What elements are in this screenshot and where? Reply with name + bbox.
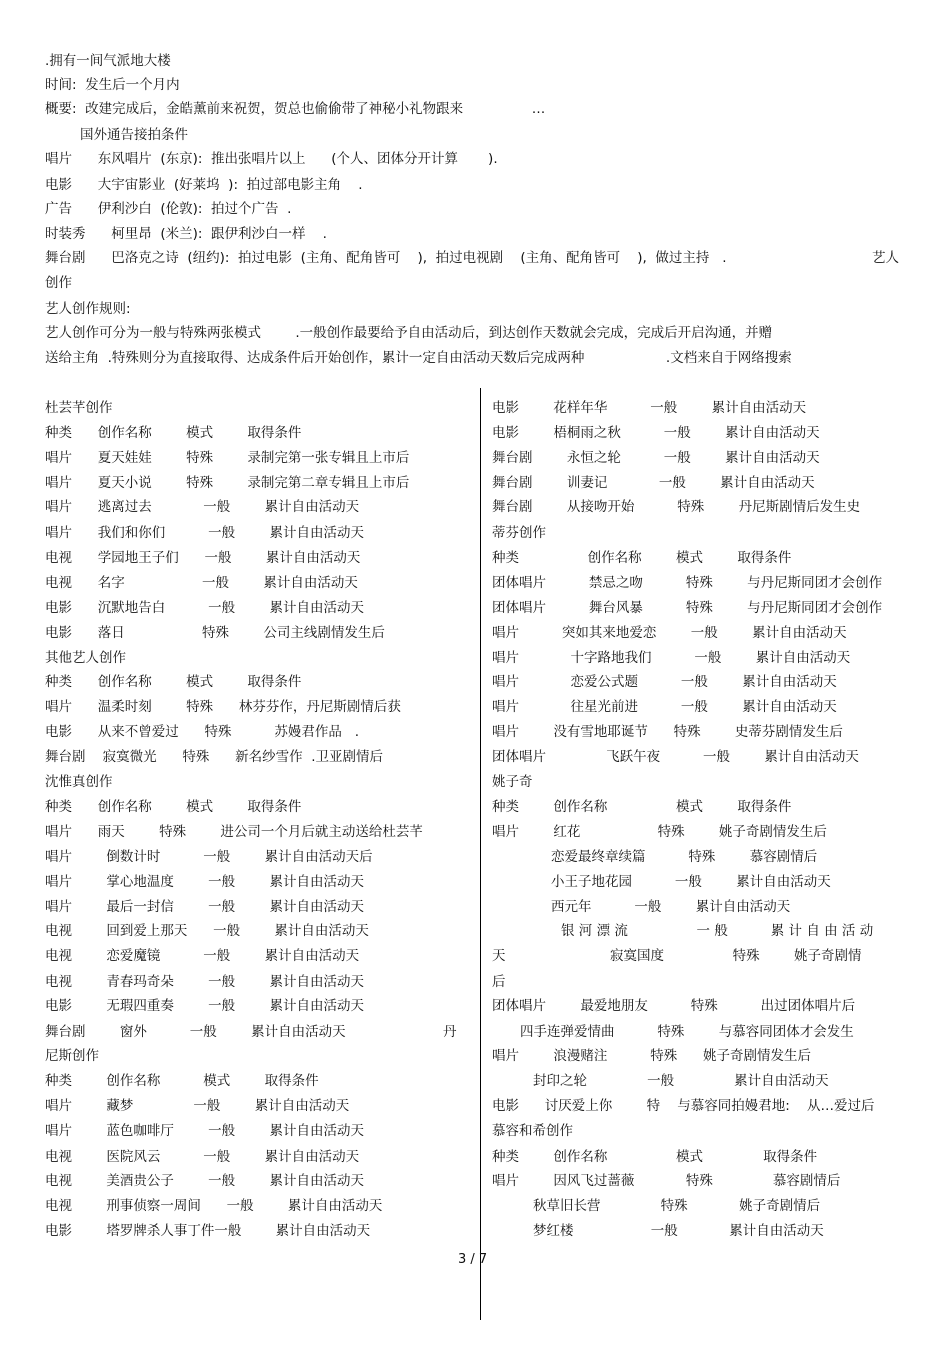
left-text-line: 杜芸芊创作: [45, 400, 113, 416]
right-text-line: 寂寞国度 特殊 姚子奇剧情: [610, 948, 862, 964]
top-text-line: 艺人: [872, 250, 899, 266]
left-text-line: 唱片 我们和你们 一般 累计自由活动天: [45, 525, 364, 541]
left-text-line: 唱片 逃离过去 一般 累计自由活动天: [45, 499, 360, 515]
left-text-line: 种类 创作名称 模式 取得条件: [45, 425, 302, 441]
left-text-line: 电视 学园地王子们 一般 累计自由活动天: [45, 550, 361, 566]
column-divider: [480, 388, 481, 1320]
left-text-line: 电视 名字 一般 累计自由活动天: [45, 575, 358, 591]
top-text-line: 送给主角 .特殊则分为直接取得、达成条件后开始创作，累计一定自由活动天数后完成两种 .文档来自于网络搜索: [45, 350, 792, 366]
right-text-line: 种类 创作名称 模式 取得条件: [492, 1149, 818, 1165]
right-text-line: 唱片 浪漫赌注 特殊 姚子奇剧情发生后: [492, 1048, 811, 1064]
right-text-line: 团体唱片 飞跃午夜 一般 累计自由活动天: [492, 749, 859, 765]
left-text-line: 唱片 夏天小说 特殊 录制完第二章专辑且上市后: [45, 475, 410, 491]
left-text-line: 电视 美酒贵公子 一般 累计自由活动天: [45, 1173, 364, 1189]
right-text-line: 电影 讨厌爱上你 特 与慕容同拍嫚君地: 从…爱过后: [492, 1098, 875, 1114]
left-text-line: 舞台剧 窗外 一般 累计自由活动天: [45, 1024, 346, 1040]
right-text-line: 银 河 漂 流 一 般 累 计 自 由 活 动: [561, 923, 874, 939]
left-text-line: 唱片 温柔时刻 特殊 林芬芬作，丹尼斯剧情后获: [45, 699, 401, 715]
left-text-line: 电视 刑事侦察一周间 一般 累计自由活动天: [45, 1198, 383, 1214]
left-text-line: 电影 无瑕四重奏 一般 累计自由活动天: [45, 998, 364, 1014]
left-text-line: 电视 回到爱上那天 一般 累计自由活动天: [45, 923, 369, 939]
left-text-line: 电影 从来不曾爱过 特殊 苏嫚君作品 .: [45, 724, 360, 740]
right-text-line: 四手连弹爱情曲 特殊 与慕容同团体才会发生: [520, 1024, 854, 1040]
right-text-line: 唱片 十字路地我们 一般 累计自由活动天: [492, 650, 851, 666]
right-text-line: 唱片 红花 特殊 姚子奇剧情发生后: [492, 824, 827, 840]
left-text-line: 电视 青春玛奇朵 一般 累计自由活动天: [45, 974, 364, 990]
page-number: 3 / 7: [458, 1252, 488, 1267]
right-text-line: 唱片 突如其来地爱恋 一般 累计自由活动天: [492, 625, 847, 641]
top-text-line: 唱片 东风唱片 (东京): 推出张唱片以上 (个人、团体分开计算 ).: [45, 151, 498, 167]
top-text-line: .拥有一间气派地大楼: [45, 53, 171, 69]
right-text-line: 团体唱片 舞台风暴 特殊 与丹尼斯同团才会创作: [492, 600, 883, 616]
left-text-line: 种类 创作名称 模式 取得条件: [45, 1073, 319, 1089]
left-text-line: 电影 落日 特殊 公司主线剧情发生后: [45, 625, 385, 641]
right-text-line: 电影 梧桐雨之秋 一般 累计自由活动天: [492, 425, 820, 441]
top-text-line: 国外通告接拍条件: [80, 127, 188, 143]
left-text-line: 唱片 最后一封信 一般 累计自由活动天: [45, 899, 364, 915]
left-text-line: 唱片 倒数计时 一般 累计自由活动天后: [45, 849, 373, 865]
top-text-line: 艺人创作规则:: [45, 301, 131, 317]
left-text-line: 唱片 雨天 特殊 进公司一个月后就主动送给杜芸芊: [45, 824, 423, 840]
left-text-line: 沈惟真创作: [45, 774, 113, 790]
right-text-line: 恋爱最终章续篇 特殊 慕容剧情后: [551, 849, 818, 865]
right-text-line: 唱片 因风飞过蔷薇 特殊 慕容剧情后: [492, 1173, 841, 1189]
left-text-line: 唱片 蓝色咖啡厅 一般 累计自由活动天: [45, 1123, 364, 1139]
right-text-line: 舞台剧 从接吻开始 特殊 丹尼斯剧情后发生史: [492, 499, 861, 515]
right-text-line: 团体唱片 禁忌之吻 特殊 与丹尼斯同团才会创作: [492, 575, 883, 591]
top-text-line: 广告 伊利沙白 (伦敦): 拍过个广告 .: [45, 201, 292, 217]
top-text-line: 艺人创作可分为一般与特殊两张模式 .一般创作最要给予自由活动后，到达创作天数就会完成，完成后开启沟通，并赠: [45, 325, 773, 341]
top-text-line: 时间: 发生后一个月内: [45, 77, 180, 93]
right-text-line: 小王子地花园 一般 累计自由活动天: [551, 874, 831, 890]
right-text-line: 团体唱片 最爱地朋友 特殊 出过团体唱片后: [492, 998, 856, 1014]
right-text-line: 唱片 没有雪地耶诞节 特殊 史蒂芬剧情发生后: [492, 724, 843, 740]
right-text-line: 姚子奇: [492, 774, 533, 790]
top-text-line: 概要: 改建完成后，金皓薰前来祝贺，贺总也偷偷带了神秘小礼物跟来 …: [45, 101, 546, 117]
right-text-line: 秋草旧长营 特殊 姚子奇剧情后: [533, 1198, 821, 1214]
top-text-line: 时装秀 柯里昂 (米兰): 跟伊利沙白一样 .: [45, 226, 327, 242]
right-text-line: 种类 创作名称 模式 取得条件: [492, 550, 792, 566]
right-text-line: 舞台剧 训妻记 一般 累计自由活动天: [492, 475, 815, 491]
right-text-line: 梦红楼 一般 累计自由活动天: [533, 1223, 824, 1239]
right-text-line: 西元年 一般 累计自由活动天: [551, 899, 791, 915]
right-text-line: 天: [492, 948, 506, 964]
left-text-line: 电视 医院风云 一般 累计自由活动天: [45, 1149, 360, 1165]
right-text-line: 唱片 往星光前进 一般 累计自由活动天: [492, 699, 837, 715]
left-text-line: 其他艺人创作: [45, 650, 126, 666]
right-text-line: 蒂芬创作: [492, 525, 546, 541]
top-text-line: 舞台剧 巴洛克之诗 (纽约): 拍过电影 (主角、配角皆可 ), 拍过电视剧 (主角、配角皆可 ), 做过主持 .: [45, 250, 727, 266]
right-text-line: 慕容和希创作: [492, 1123, 573, 1139]
left-text-line: 唱片 夏天娃娃 特殊 录制完第一张专辑且上市后: [45, 450, 410, 466]
right-text-line: 后: [492, 974, 506, 990]
left-text-line: 唱片 藏梦 一般 累计自由活动天: [45, 1098, 350, 1114]
right-text-line: 种类 创作名称 模式 取得条件: [492, 799, 792, 815]
left-text-line: 唱片 掌心地温度 一般 累计自由活动天: [45, 874, 364, 890]
left-text-line: 尼斯创作: [45, 1048, 99, 1064]
left-text-line: 电影 塔罗牌杀人事丁件一般 累计自由活动天: [45, 1223, 371, 1239]
left-text-line: 舞台剧 寂寞微光 特殊 新名纱雪作 .卫亚剧情后: [45, 749, 384, 765]
top-text-line: 创作: [45, 275, 72, 291]
left-text-line: 丹: [443, 1024, 457, 1040]
right-text-line: 舞台剧 永恒之轮 一般 累计自由活动天: [492, 450, 820, 466]
left-text-line: 电视 恋爱魔镜 一般 累计自由活动天: [45, 948, 360, 964]
left-text-line: 种类 创作名称 模式 取得条件: [45, 799, 302, 815]
left-text-line: 种类 创作名称 模式 取得条件: [45, 674, 302, 690]
right-text-line: 电影 花样年华 一般 累计自由活动天: [492, 400, 807, 416]
top-text-line: 电影 大宇宙影业 (好莱坞 ): 拍过部电影主角 .: [45, 177, 363, 193]
right-text-line: 封印之轮 一般 累计自由活动天: [533, 1073, 829, 1089]
right-text-line: 唱片 恋爱公式题 一般 累计自由活动天: [492, 674, 837, 690]
left-text-line: 电影 沉默地告白 一般 累计自由活动天: [45, 600, 364, 616]
